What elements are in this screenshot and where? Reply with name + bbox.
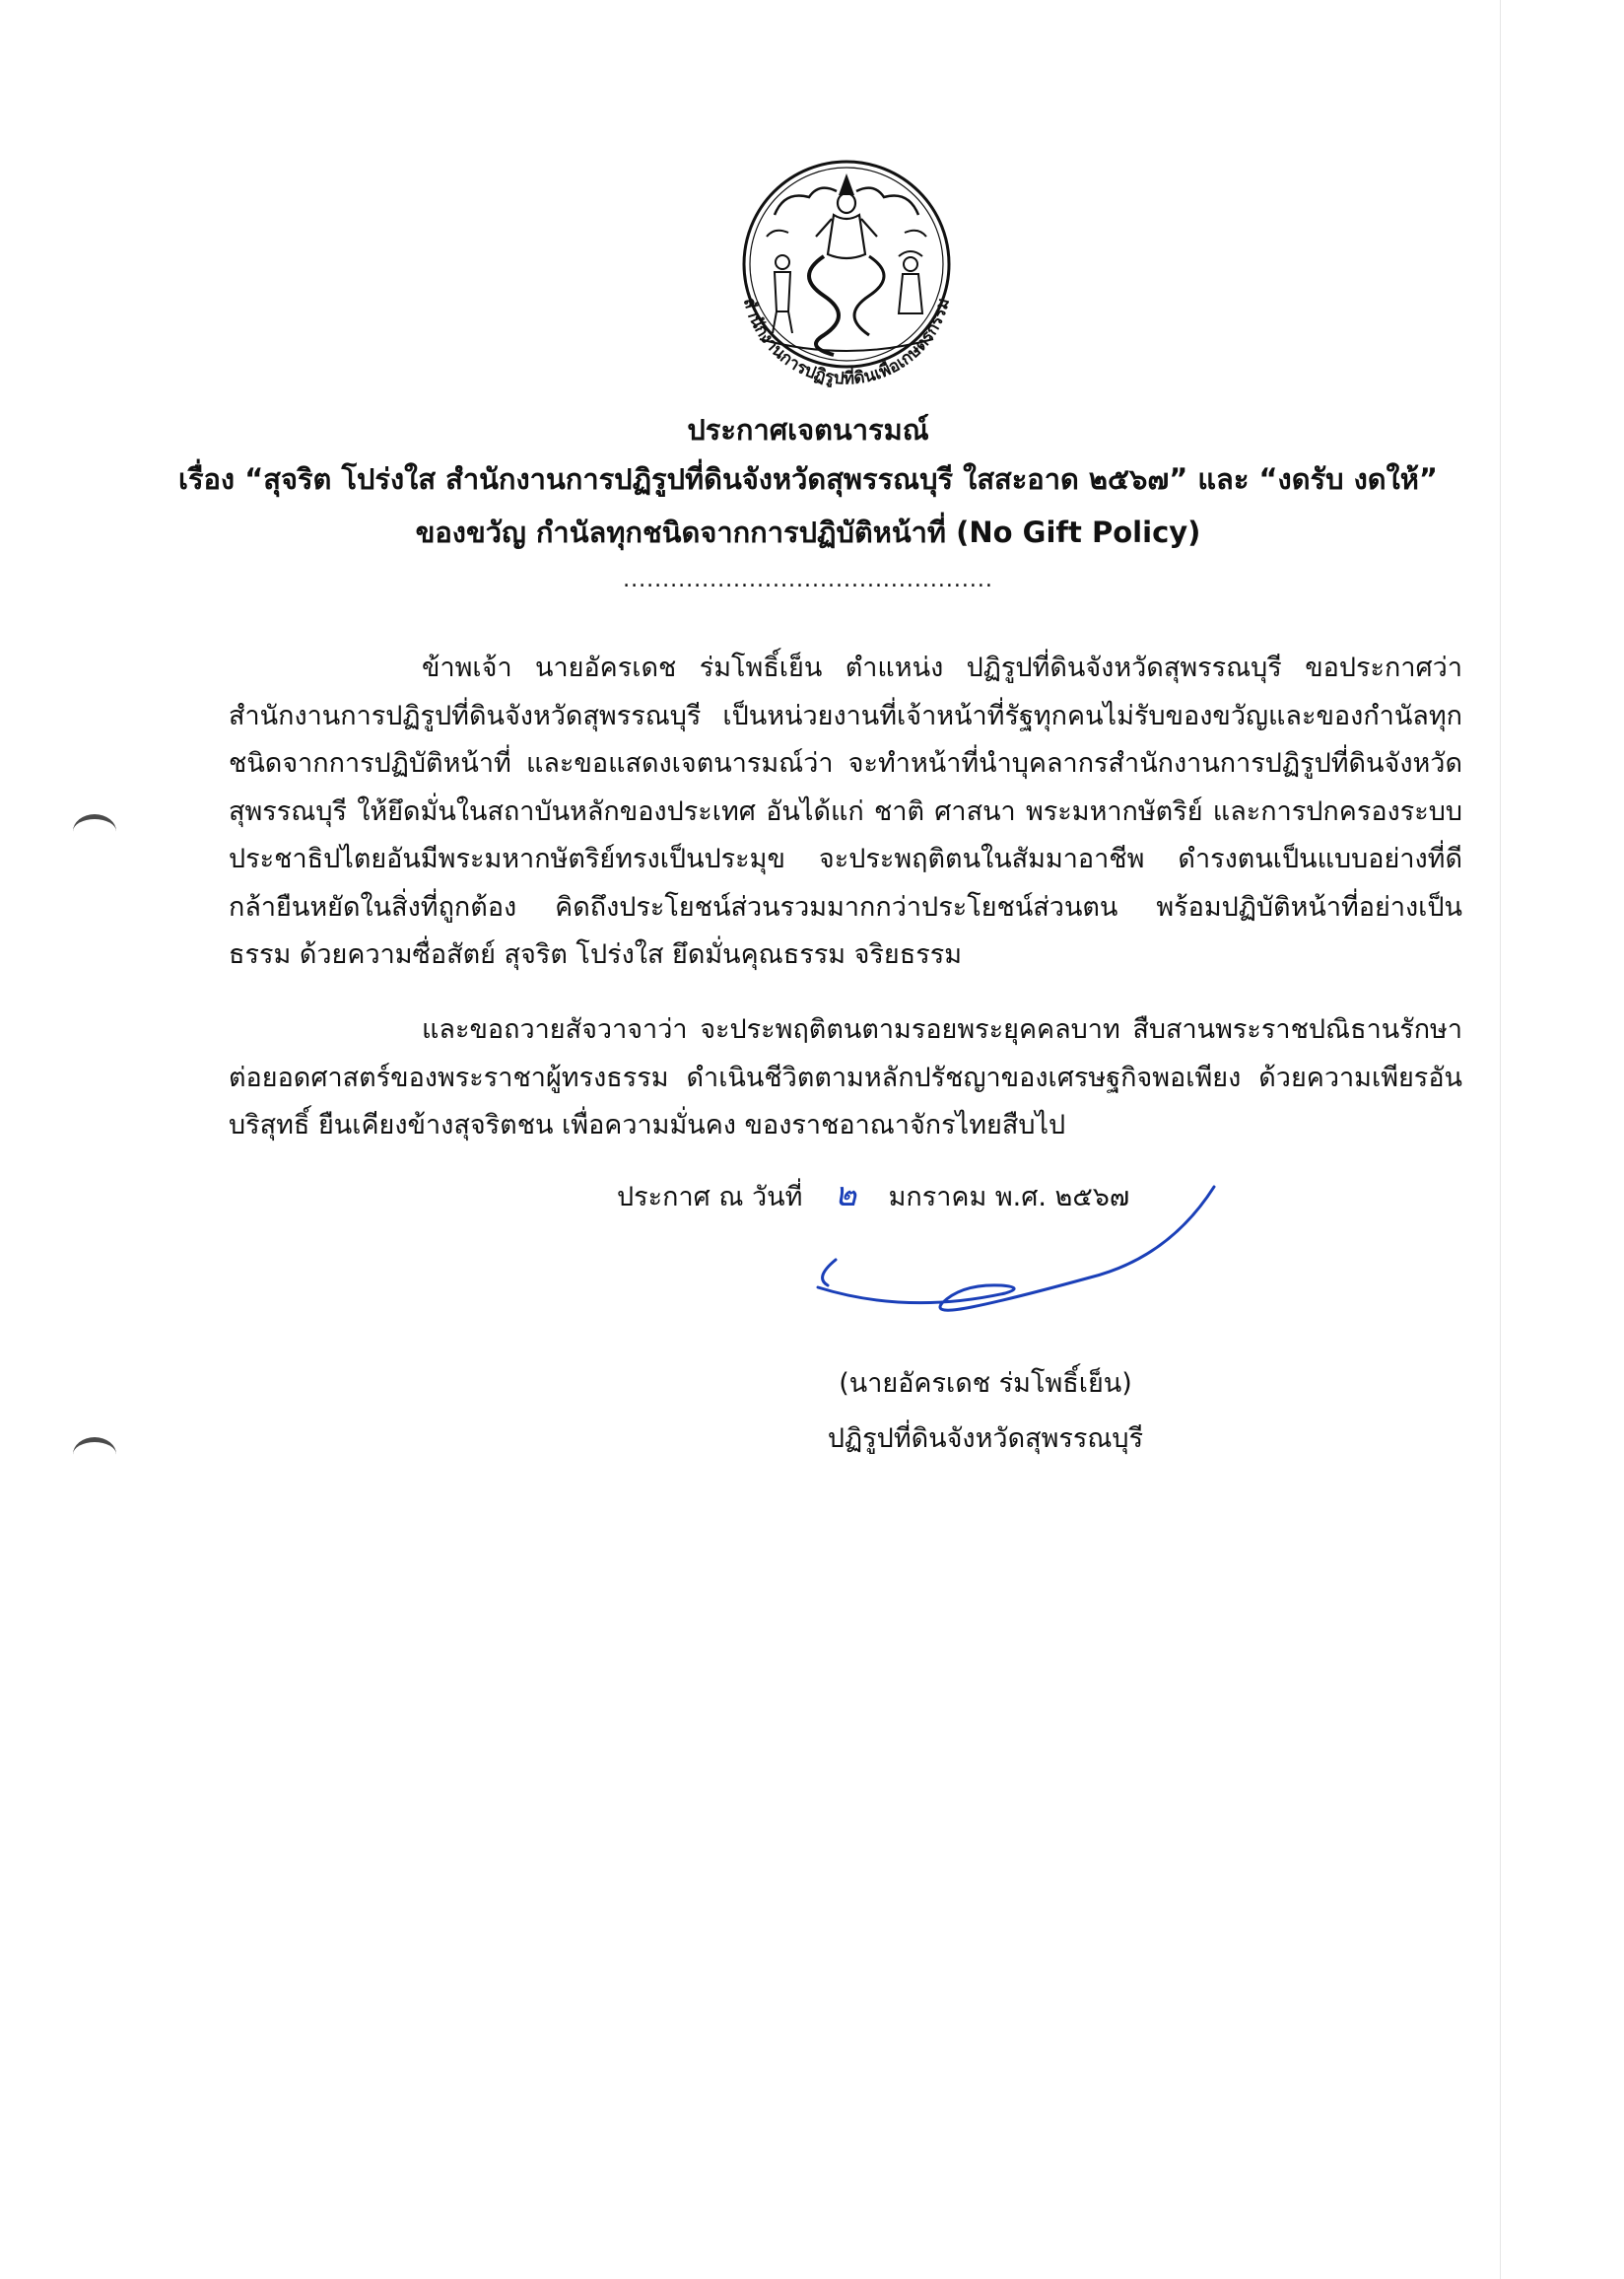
emblem-text: สำนักงานการปฏิรูปที่ดินเพื่อเกษตรกรรม — [738, 295, 954, 389]
subject-line-1: เรื่อง “สุจริต โปร่งใส สำนักงานการปฏิรูปที่ดินจังหวัดสุพรรณบุรี ใสสะอาด ๒๕๖๗” และ “งดรับ งดให้” — [178, 462, 1438, 496]
body-paragraph-2: และขอถวายสัจวาจาว่า จะประพฤติตนตามรอยพระยุคคลบาท สืบสานพระราชปณิธานรักษาต่อยอดศาสตร์ของพระราชาผู้ทรงธรรม ดำเนินชีวิตตามหลักปรัชญาของเศรษฐกิจพอเพียง ด้วยความเพียรอันบริสุทธิ์ ยืนเคียงข้างสุจริตชน เพื่อความมั่นคง ของราชอาณาจักรไทยสืบไป — [229, 1014, 1462, 1140]
handwritten-signature — [808, 1183, 1281, 1341]
dotted-separator: ............................................... — [623, 568, 993, 592]
date-prefix: ประกาศ ณ วันที่ — [617, 1182, 803, 1212]
signer-position: ปฏิรูปที่ดินจังหวัดสุพรรณบุรี — [827, 1423, 1144, 1454]
signer-name: (นายอัครเดช ร่มโพธิ์เย็น) — [839, 1368, 1132, 1399]
punch-hole-top — [73, 814, 116, 849]
subject-line-2: ของขวัญ กำนัลทุกชนิดจากการปฏิบัติหน้าที่ (No Gift Policy) — [415, 516, 1201, 549]
announcement-title: ประกาศเจตนารมณ์ — [687, 413, 929, 447]
alro-emblem-seal — [715, 146, 978, 408]
body-paragraph-1: ข้าพเจ้า นายอัครเดช ร่มโพธิ์เย็น ตำแหน่ง ปฏิรูปที่ดินจังหวัดสุพรรณบุรี ขอประกาศว่า สำนักงานการปฏิรูปที่ดินจังหวัดสุพรรณบุรี เป็นหน่วยงานที่เจ้าหน้าที่รัฐทุกคนไม่รับของขวัญและของกำนัลทุกชนิดจากการปฏิบัติหน้าที่ และขอแสดงเจตนารมณ์ว่า จะทำหน้าที่นำบุคลากรสำนักงานการปฏิรูปที่ดินจังหวัดสุพรรณบุรี ให้ยึดมั่นในสถาบันหลักของประเทศ อันได้แก่ ชาติ ศาสนา พระมหากษัตริย์ และการปกครองระบบประชาธิปไตยอันมีพระมหากษัตริย์ทรงเป็นประมุข จะประพฤติตนในสัมมาอาชีพ ดำรงตนเป็นแบบอย่างที่ดี กล้ายืนหยัดในสิ่งที่ถูกต้อง คิดถึงประโยชน์ส่วนรวมมากกว่าประโยชน์ส่วนตน พร้อมปฏิบัติหน้าที่อย่างเป็นธรรม ด้วยความซื่อสัตย์ สุจริต โปร่งใส ยึดมั่นคุณธรรม จริยธรรม — [229, 653, 1462, 970]
date-month-year: มกราคม พ.ศ. ๒๕๖๗ — [888, 1182, 1130, 1212]
scan-edge — [1500, 0, 1501, 2279]
punch-hole-bottom — [73, 1437, 116, 1472]
date-day-handwritten: ๒ — [834, 1175, 857, 1214]
